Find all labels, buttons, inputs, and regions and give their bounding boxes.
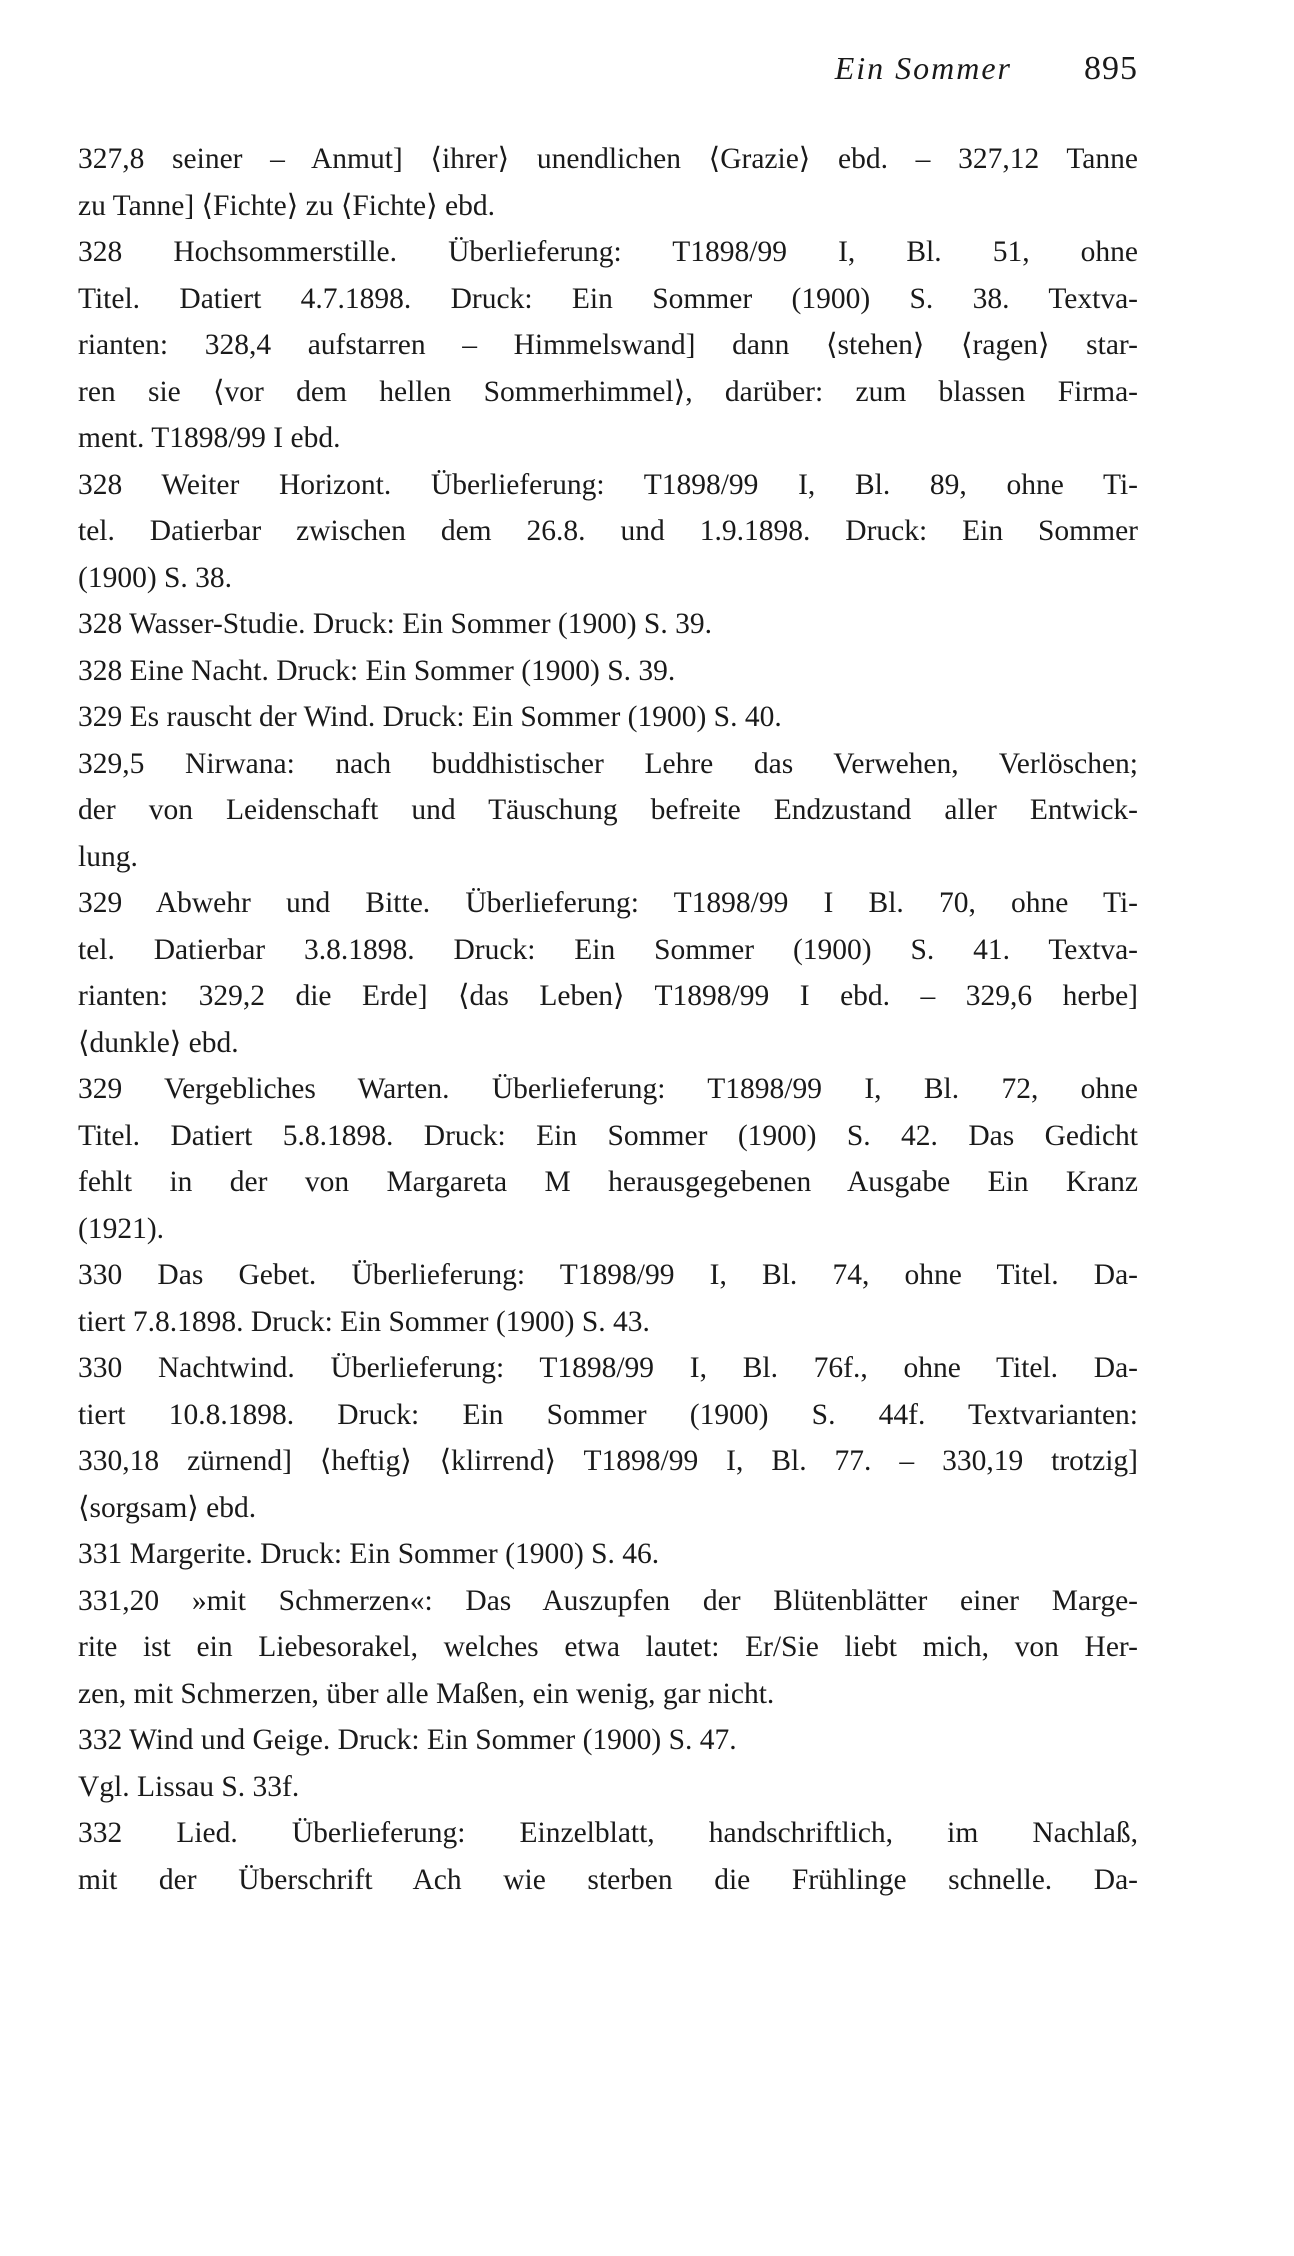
text-line: 328 Weiter Horizont. Überlieferung: T1898/99 I, Bl. 89, ohne Ti- — [78, 468, 1138, 501]
text-line: 328 Hochsommerstille. Überlieferung: T1898/99 I, Bl. 51, ohne — [78, 236, 1138, 268]
text-line: fehlt in der von Margareta M herausgegebenen Ausgabe Ein Kranz — [78, 1166, 1138, 1198]
text-line: zen, mit Schmerzen, über alle Maßen, ein wenig, gar nicht. — [78, 1677, 775, 1710]
text-line: tiert 7.8.1898. Druck: Ein Sommer (1900) S. 43. — [78, 1305, 650, 1338]
text-line: (1921). — [78, 1212, 165, 1245]
text-line: tiert 10.8.1898. Druck: Ein Sommer (1900) S. 44f. Textvarianten: — [78, 1398, 1138, 1431]
text-line: ⟨dunkle⟩ ebd. — [78, 1026, 239, 1059]
text-line: 328 Wasser-Studie. Druck: Ein Sommer (1900) S. 39. — [78, 608, 712, 640]
text-line: 332 Wind und Geige. Druck: Ein Sommer (1900) S. 47. — [78, 1724, 737, 1756]
text-line: 331,20 »mit Schmerzen«: Das Auszupfen der Blütenblätter einer Marge- — [78, 1584, 1138, 1617]
text-line: 329 Es rauscht der Wind. Druck: Ein Sommer (1900) S. 40. — [78, 701, 782, 733]
text-line: tel. Datierbar zwischen dem 26.8. und 1.9.1898. Druck: Ein Sommer — [78, 515, 1138, 547]
commentary-text — [78, 136, 1138, 1903]
text-line: 329 Vergebliches Warten. Überlieferung: T1898/99 I, Bl. 72, ohne — [78, 1073, 1138, 1105]
text-line: rianten: 329,2 die Erde] ⟨das Leben⟩ T1898/99 I ebd. – 329,6 herbe] — [78, 980, 1138, 1012]
text-line: 330 Das Gebet. Überlieferung: T1898/99 I, Bl. 74, ohne Titel. Da- — [78, 1259, 1138, 1291]
text-line: rianten: 328,4 aufstarren – Himmelswand] dann ⟨stehen⟩ ⟨ragen⟩ star- — [78, 329, 1138, 361]
text-line: 329 Abwehr und Bitte. Überlieferung: T1898/99 I Bl. 70, ohne Ti- — [78, 887, 1138, 919]
text-line: ment. T1898/99 I ebd. — [78, 422, 341, 454]
text-line: lung. — [78, 840, 138, 873]
text-line: der von Leidenschaft und Täuschung befreite Endzustand aller Entwick- — [78, 794, 1138, 826]
page-number: 895 — [1084, 50, 1138, 87]
running-title: Ein Sommer — [834, 50, 1012, 86]
text-line: 329,5 Nirwana: nach buddhistischer Lehre das Verwehen, Verlöschen; — [78, 747, 1138, 780]
text-line: 331 Margerite. Druck: Ein Sommer (1900) S. 46. — [78, 1538, 660, 1570]
text-line: 330 Nachtwind. Überlieferung: T1898/99 I, Bl. 76f., ohne Titel. Da- — [78, 1352, 1138, 1384]
text-line: 327,8 seiner – Anmut] ⟨ihrer⟩ unendlichen ⟨Grazie⟩ ebd. – 327,12 Tanne — [78, 143, 1138, 175]
text-line: 332 Lied. Überlieferung: Einzelblatt, handschriftlich, im Nachlaß, — [78, 1817, 1138, 1849]
page-header — [78, 48, 1138, 89]
text-line: ren sie ⟨vor dem hellen Sommerhimmel⟩, darüber: zum blassen Firma- — [78, 375, 1138, 408]
text-line: tel. Datierbar 3.8.1898. Druck: Ein Sommer (1900) S. 41. Textva- — [78, 933, 1138, 966]
text-line: 330,18 zürnend] ⟨heftig⟩ ⟨klirrend⟩ T1898/99 I, Bl. 77. – 330,19 trotzig] — [78, 1445, 1138, 1477]
text-line: Titel. Datiert 4.7.1898. Druck: Ein Sommer (1900) S. 38. Textva- — [78, 282, 1138, 315]
text-line: Vgl. Lissau S. 33f. — [78, 1770, 300, 1803]
text-line: mit der Überschrift Ach wie sterben die Frühlinge schnelle. Da- — [78, 1863, 1138, 1896]
text-line: rite ist ein Liebesorakel, welches etwa lautet: Er/Sie liebt mich, von Her- — [78, 1631, 1138, 1663]
text-line: ⟨sorgsam⟩ ebd. — [78, 1491, 257, 1524]
text-line: 328 Eine Nacht. Druck: Ein Sommer (1900) S. 39. — [78, 654, 676, 687]
text-line: Titel. Datiert 5.8.1898. Druck: Ein Sommer (1900) S. 42. Das Gedicht — [78, 1119, 1138, 1152]
text-line: (1900) S. 38. — [78, 561, 233, 594]
text-line: zu Tanne] ⟨Fichte⟩ zu ⟨Fichte⟩ ebd. — [78, 189, 495, 222]
